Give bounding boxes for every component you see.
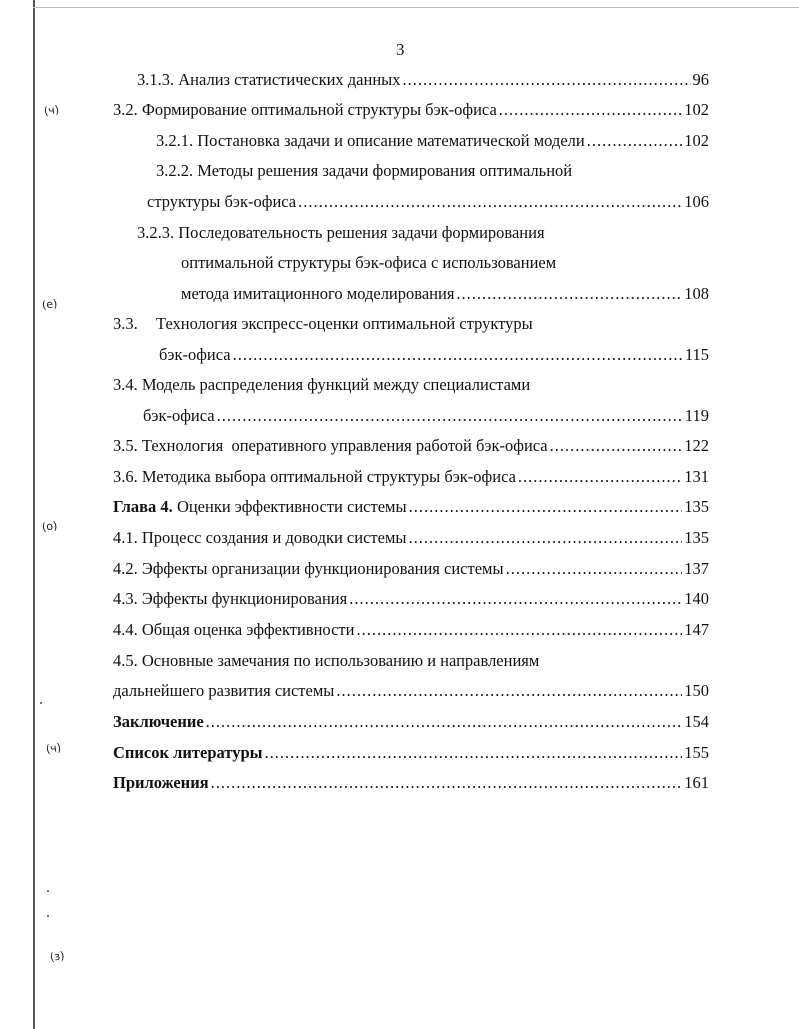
toc-leader: [499, 100, 682, 120]
toc-entry-page: 96: [692, 70, 709, 89]
chapter-title: Оценки эффективности системы: [172, 497, 407, 516]
scan-edge-left: [33, 0, 35, 1029]
toc-leader: [550, 436, 683, 456]
toc-entry: [137, 70, 709, 90]
toc-entry-title: структуры бэк-офиса: [147, 192, 297, 211]
chapter-label: Глава 4.: [113, 497, 173, 516]
toc-entry-title: 4.4. Общая оценка эффективности: [113, 620, 355, 639]
scan-speck: [47, 890, 49, 892]
toc-entry-title: 3.1.3. Анализ статистических данных: [137, 70, 401, 89]
toc-entry-page: 106: [684, 192, 709, 211]
toc-entry: [159, 345, 709, 365]
toc-entry-page: 135: [684, 497, 709, 516]
toc-leader: [265, 743, 683, 763]
toc-leader: [506, 559, 683, 579]
toc-entry-title: 4.3. Эффекты функционирования: [113, 589, 348, 608]
toc-leader: [403, 70, 691, 90]
toc-entry: [156, 131, 709, 151]
toc-entry-page: 102: [684, 131, 709, 150]
toc-leader: [298, 192, 682, 212]
toc-entry-title: дальнейшего развития системы: [113, 681, 335, 700]
toc-entry-title: 3.4. Модель распределения функций между специалистами: [113, 375, 531, 394]
toc-leader: [456, 284, 682, 304]
toc-chapter: [113, 497, 709, 517]
toc-entry: [113, 467, 709, 487]
margin-mark: (ч): [45, 741, 62, 756]
toc-entry: [113, 773, 709, 793]
toc-entry-page: 119: [684, 406, 709, 425]
toc-entry-page: 131: [684, 467, 709, 486]
toc-leader: [409, 497, 683, 517]
toc-entry: [113, 100, 709, 120]
toc-entry: [181, 284, 709, 304]
margin-mark: (з): [49, 949, 66, 964]
toc-leader: [356, 620, 682, 640]
toc-entry: [113, 620, 709, 640]
toc-entry-page: 155: [684, 743, 709, 762]
toc-entry: [113, 743, 709, 763]
toc-entry-page: 108: [684, 284, 709, 303]
scan-speck: [47, 915, 49, 917]
toc-entry-title: 4.5. Основные замечания по использованию и направлениям: [113, 651, 540, 670]
toc-entry: [113, 712, 709, 732]
toc-entry: [113, 559, 709, 579]
toc-entry: [113, 436, 709, 456]
scan-edge-top: [33, 7, 799, 8]
toc-entry-title: бэк-офиса: [143, 406, 215, 425]
toc-leader: [211, 773, 683, 793]
toc-entry-page: 140: [684, 589, 709, 608]
toc-entry-title: Заключение: [113, 712, 204, 731]
toc-entry-page: 135: [684, 528, 709, 547]
toc-entry-title: Приложения: [113, 773, 209, 792]
toc-entry: [147, 192, 709, 212]
toc-entry-title: 3.2.2. Методы решения задачи формирования оптимальной: [156, 161, 573, 180]
toc-entry-page: 137: [684, 559, 709, 578]
toc-leader: [408, 528, 682, 548]
toc-entry-title: Список литературы: [113, 743, 263, 762]
toc-entry-title: метода имитационного моделирования: [181, 284, 455, 303]
toc-leader: [518, 467, 682, 487]
toc-leader: [206, 712, 683, 732]
toc-entry-page: 150: [684, 681, 709, 700]
toc-entry-title: 3.5. Технология оперативного управления работой бэк-офиса: [113, 436, 548, 455]
toc-entry-title: [113, 497, 407, 517]
toc-entry-title: бэк-офиса: [159, 345, 231, 364]
toc-leader: [217, 406, 683, 426]
margin-mark: (ч): [43, 103, 60, 118]
toc-entry-title: 4.1. Процесс создания и доводки системы: [113, 528, 407, 547]
toc-entry-title: 4.2. Эффекты организации функционирования системы: [113, 559, 504, 578]
toc-entry-title: оптимальной структуры бэк-офиса с использованием: [181, 253, 557, 272]
scan-speck: [40, 702, 42, 704]
toc-entry: [143, 406, 709, 426]
toc-leader: [336, 681, 682, 701]
toc-entry-page: 102: [684, 100, 709, 119]
toc-entry-number: 3.3.: [113, 314, 138, 333]
toc-entry-title: 3.6. Методика выбора оптимальной структуры бэк-офиса: [113, 467, 516, 486]
toc-entry-title: 3.2.1. Постановка задачи и описание математической модели: [156, 131, 585, 150]
toc-entry-title: 3.2. Формирование оптимальной структуры бэк-офиса: [113, 100, 497, 119]
page-number: 3: [396, 40, 405, 59]
toc-leader: [349, 589, 682, 609]
toc-entry-title: 3.2.3. Последовательность решения задачи формирования: [137, 223, 545, 242]
toc-entry-page: 161: [684, 773, 709, 792]
toc-entry-page: 115: [684, 345, 709, 364]
toc-entry: [113, 528, 709, 548]
toc-entry-title: Технология экспресс-оценки оптимальной структуры: [156, 314, 533, 333]
toc-entry: [113, 681, 709, 701]
toc-entry-page: 154: [684, 712, 709, 731]
toc-entry-page: 147: [684, 620, 709, 639]
toc-leader: [587, 131, 683, 151]
margin-mark: (е): [41, 296, 59, 313]
toc-leader: [233, 345, 683, 365]
margin-mark: (о): [41, 518, 59, 535]
toc-entry: [113, 589, 709, 609]
toc-entry-page: 122: [684, 436, 709, 455]
